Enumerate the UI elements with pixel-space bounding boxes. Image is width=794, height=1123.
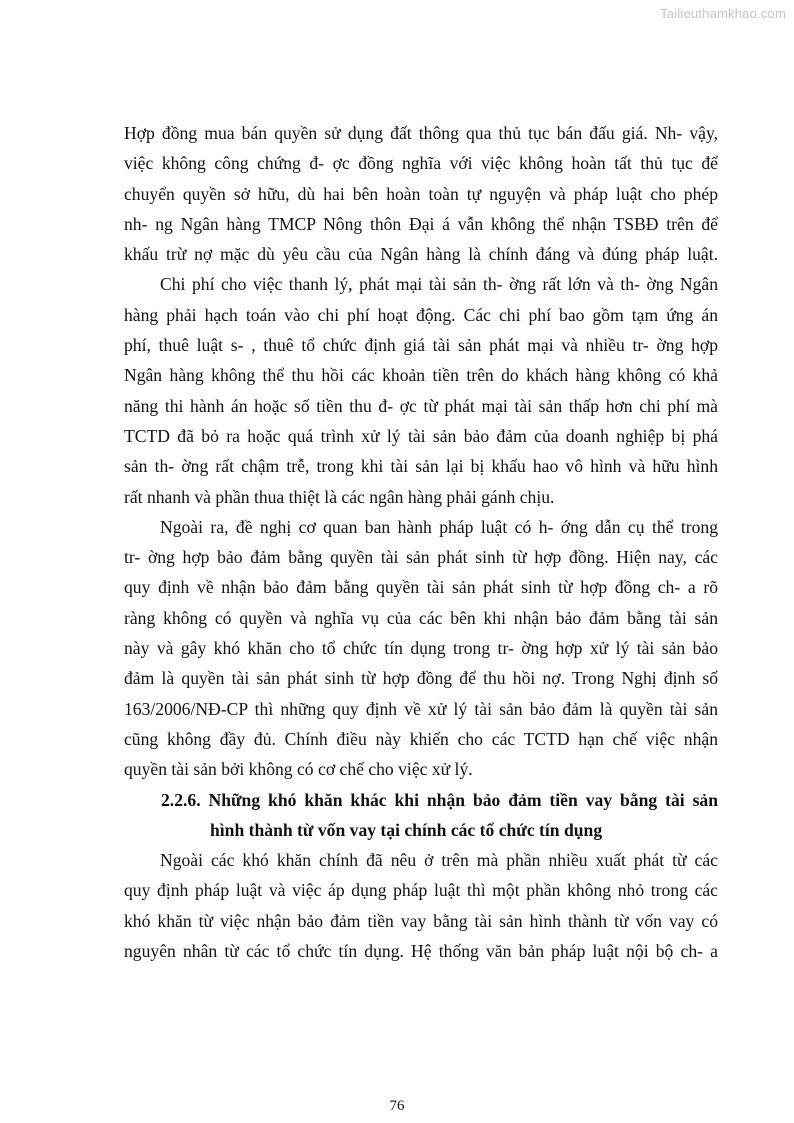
text-line: phí, thuê luật s- , thuê tổ chức định giá tài sản phát mại và nhiều tr- ờng hợp xyxy=(124,335,718,356)
section-heading xyxy=(124,785,718,846)
paragraph xyxy=(124,118,718,269)
document-body xyxy=(124,118,718,966)
text-line: tr- ờng hợp bảo đảm bằng quyền tài sản phát sinh từ hợp đồng. Hiện nay, các xyxy=(124,547,718,568)
text-line: TCTD đã bỏ ra hoặc quá trình xử lý tài sản bảo đảm của doanh nghiệp bị phá xyxy=(124,425,718,446)
paragraph xyxy=(124,512,718,785)
section-heading-line: hình thành từ vốn vay tại chính các tổ chức tín dụng xyxy=(210,819,603,840)
text-line: quy định về nhận bảo đảm bằng quyền tài sản phát sinh từ hợp đồng ch- a rõ xyxy=(124,577,718,598)
text-line: chuyển quyền sở hữu, dù hai bên hoàn toàn tự nguyện và pháp luật cho phép xyxy=(124,183,718,204)
text-line: ràng không có quyền và nghĩa vụ của các bên khi nhận bảo đảm bằng tài sản xyxy=(124,607,718,628)
text-line: khó khăn từ việc nhận bảo đảm tiền vay bằng tài sản hình thành từ vốn vay có xyxy=(124,910,718,931)
text-line: sản th- ờng rất chậm trễ, trong khi tài sản lại bị khấu hao vô hình và hữu hình xyxy=(124,456,718,477)
text-line: hàng phải hạch toán vào chi phí hoạt động. Các chi phí bao gồm tạm ứng án xyxy=(124,304,718,325)
text-line: Ngoài ra, đề nghị cơ quan ban hành pháp luật có h- ớng dẫn cụ thể trong xyxy=(160,516,718,537)
text-line: việc không công chứng đ- ợc đồng nghĩa với việc không hoàn tất thủ tục để xyxy=(124,153,718,174)
text-line: năng thi hành án hoặc số tiền thu đ- ợc từ phát mại tài sản thấp hơn chi phí mà xyxy=(124,395,718,416)
section-heading-line: 2.2.6. Những khó khăn khác khi nhận bảo đảm tiền vay bằng tài sản xyxy=(161,789,718,810)
text-line: Hợp đồng mua bán quyền sử dụng đất thông qua thủ tục bán đấu giá. Nh- vậy, xyxy=(124,123,718,143)
text-line: 163/2006/NĐ-CP thì những quy định về xử lý tài sản bảo đảm là quyền tài sản xyxy=(124,698,718,719)
watermark-text: Tailieuthamkhao.com xyxy=(660,6,786,21)
text-line: Chi phí cho việc thanh lý, phát mại tài sản th- ờng rất lớn và th- ờng Ngân xyxy=(160,274,718,295)
text-line: rất nhanh và phần thua thiệt là các ngân hàng phải gánh chịu. xyxy=(124,486,555,507)
text-line: khấu trừ nợ mặc dù yêu cầu của Ngân hàng là chính đáng và đúng pháp luật. xyxy=(124,244,718,265)
text-line: quy định pháp luật và việc áp dụng pháp luật thì một phần không nhỏ trong các xyxy=(124,880,718,901)
text-line: Ngoài các khó khăn chính đã nêu ở trên mà phần nhiều xuất phát từ các xyxy=(160,850,718,871)
paragraph xyxy=(124,845,718,966)
paragraph xyxy=(124,269,718,511)
text-line: đảm là quyền tài sản phát sinh từ hợp đồng để thu hồi nợ. Trong Nghị định số xyxy=(124,668,718,689)
text-line: nh- ng Ngân hàng TMCP Nông thôn Đại á vẫn không thể nhận TSBĐ trên để xyxy=(124,213,718,234)
page-number: 76 xyxy=(389,1098,405,1114)
text-line: quyền tài sản bởi không có cơ chế cho việc xử lý. xyxy=(124,759,473,780)
text-line: nguyên nhân từ các tổ chức tín dụng. Hệ thống văn bản pháp luật nội bộ ch- a xyxy=(124,941,718,962)
text-line: Ngân hàng không thể thu hồi các khoản tiền trên do khách hàng không có khả xyxy=(124,365,718,386)
text-line: này và gây khó khăn cho tổ chức tín dụng trong tr- ờng hợp xử lý tài sản bảo xyxy=(124,638,718,659)
text-line: cũng không đầy đủ. Chính điều này khiến cho các TCTD hạn chế việc nhận xyxy=(124,728,718,749)
